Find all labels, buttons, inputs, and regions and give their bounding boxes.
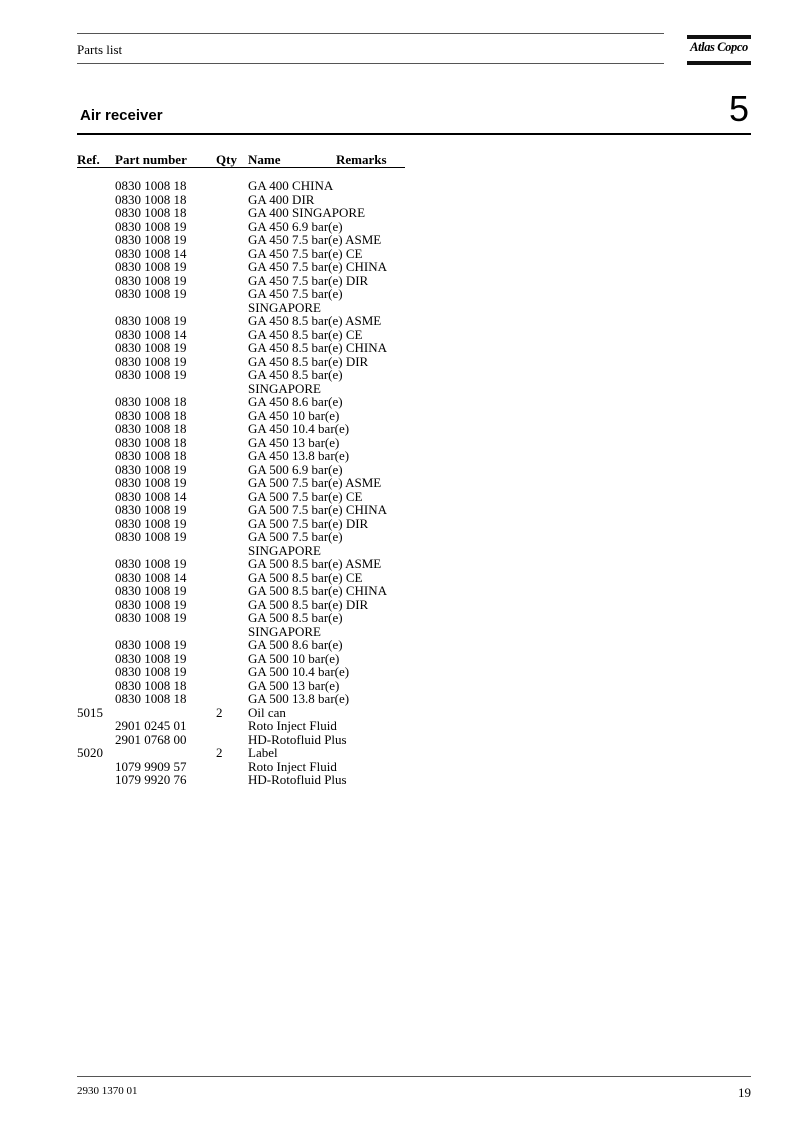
header-rule-top [77,33,664,34]
name-cell: GA 400 CHINA [248,178,334,193]
column-header-name: Name [248,152,281,167]
part-number-cell: 0830 1008 19 [115,367,187,382]
part-number-cell: 0830 1008 18 [115,178,187,193]
name-cell: GA 500 7.5 bar(e) CHINA [248,502,388,517]
name-cell: GA 450 10.4 bar(e) [248,421,350,436]
name-cell: HD-Rotofluid Plus [248,731,347,747]
part-number-cell: 0830 1008 18 [115,677,187,693]
name-cell: GA 450 7.5 bar(e) CHINA [248,259,388,274]
name-cell: GA 500 13 bar(e) [248,677,340,693]
part-number-cell: 1079 9920 76 [115,772,187,787]
name-cell: Oil can [248,704,286,720]
part-number-cell: 0830 1008 19 [115,232,187,247]
part-number-cell: 0830 1008 14 [115,488,187,504]
logo-bar-bottom [687,61,751,65]
name-cell: GA 450 6.9 bar(e) [248,218,343,234]
part-number-cell: 0830 1008 19 [115,353,187,369]
name-cell: GA 450 7.5 bar(e) DIR [248,272,369,288]
footer-doc-number: 2930 1370 01 [77,1085,138,1097]
part-number-cell: 2901 0245 01 [115,718,187,733]
table-header-rule [77,167,405,168]
qty-cell: 2 [216,745,223,760]
name-cell: GA 450 8.5 bar(e) DIR [248,353,369,369]
name-cell: GA 450 7.5 bar(e) SINGAPORE [248,286,343,315]
qty-cell: 2 [216,704,223,720]
name-cell: GA 450 13 bar(e) [248,434,340,450]
name-cell: GA 500 7.5 bar(e) SINGAPORE [248,529,343,558]
ref-cell: 5015 [77,704,103,720]
part-number-cell: 0830 1008 19 [115,218,187,234]
footer-rule [77,1076,751,1077]
part-number-cell: 0830 1008 19 [115,637,187,652]
part-number-cell: 0830 1008 18 [115,691,187,706]
name-cell: GA 500 8.5 bar(e) ASME [248,556,382,571]
name-cell: GA 450 7.5 bar(e) ASME [248,232,382,247]
part-number-cell: 0830 1008 19 [115,286,187,301]
name-cell: GA 500 7.5 bar(e) DIR [248,515,369,531]
section-number: 5 [729,88,750,129]
name-cell: GA 500 8.5 bar(e) SINGAPORE [248,610,343,639]
part-number-cell: 0830 1008 19 [115,583,187,598]
name-cell: GA 500 6.9 bar(e) [248,461,343,477]
name-cell: GA 500 8.5 bar(e) DIR [248,596,369,612]
name-cell: GA 450 7.5 bar(e) CE [248,245,363,261]
name-cell: GA 500 7.5 bar(e) CE [248,488,363,504]
part-number-cell: 0830 1008 19 [115,664,187,679]
part-number-cell: 0830 1008 18 [115,434,187,450]
name-cell: GA 500 7.5 bar(e) ASME [248,475,382,490]
part-number-cell: 0830 1008 19 [115,502,187,517]
name-cell: GA 500 13.8 bar(e) [248,691,350,706]
name-cell: GA 450 8.5 bar(e) CHINA [248,340,388,355]
name-cell: GA 450 8.5 bar(e) CE [248,326,363,342]
name-cell: GA 450 8.5 bar(e) SINGAPORE [248,367,343,396]
column-header-qty: Qty [216,152,237,167]
name-cell: GA 500 8.6 bar(e) [248,637,343,652]
part-number-cell: 0830 1008 19 [115,650,187,666]
name-cell: Label [248,745,278,760]
part-number-cell: 0830 1008 14 [115,569,187,585]
footer-page-number: 19 [738,1085,751,1100]
part-number-cell: 0830 1008 19 [115,461,187,477]
logo-bar-top [687,35,751,39]
name-cell: GA 400 SINGAPORE [248,205,366,220]
part-number-cell: 0830 1008 18 [115,407,187,423]
header-rule-bottom [77,63,664,64]
part-number-cell: 0830 1008 18 [115,205,187,220]
part-number-cell: 0830 1008 19 [115,272,187,288]
column-header-remarks: Remarks [336,152,387,167]
name-cell: GA 450 8.5 bar(e) ASME [248,313,382,328]
part-number-cell: 0830 1008 19 [115,515,187,531]
part-number-cell: 0830 1008 19 [115,556,187,571]
section-rule [77,133,751,135]
section-title: Air receiver [80,107,163,124]
name-cell: GA 450 13.8 bar(e) [248,448,350,463]
atlas-copco-logo [687,35,751,65]
logo-text: Atlas Copco [690,40,748,54]
header-label: Parts list [77,42,123,57]
part-number-cell: 0830 1008 14 [115,326,187,342]
part-number-cell: 0830 1008 19 [115,340,187,355]
name-cell: GA 500 8.5 bar(e) CHINA [248,583,388,598]
part-number-cell: 0830 1008 19 [115,259,187,274]
name-cell: GA 500 8.5 bar(e) CE [248,569,363,585]
part-number-cell: 0830 1008 19 [115,475,187,490]
part-number-cell: 0830 1008 18 [115,191,187,207]
name-cell: GA 450 8.6 bar(e) [248,394,343,409]
column-header-ref: Ref. [77,152,100,167]
name-cell: GA 450 10 bar(e) [248,407,340,423]
part-number-cell: 0830 1008 18 [115,421,187,436]
part-number-cell: 0830 1008 18 [115,394,187,409]
ref-cell: 5020 [77,745,103,760]
name-cell: Roto Inject Fluid [248,758,337,774]
part-number-cell: 0830 1008 14 [115,245,187,261]
part-number-cell: 0830 1008 19 [115,596,187,612]
part-number-cell: 1079 9909 57 [115,758,187,774]
part-number-cell: 0830 1008 18 [115,448,187,463]
column-header-part-number: Part number [115,152,187,167]
part-number-cell: 0830 1008 19 [115,313,187,328]
name-cell: GA 400 DIR [248,191,315,207]
name-cell: GA 500 10.4 bar(e) [248,664,350,679]
name-cell: GA 500 10 bar(e) [248,650,340,666]
name-cell: Roto Inject Fluid [248,718,337,733]
part-number-cell: 2901 0768 00 [115,731,187,747]
part-number-cell: 0830 1008 19 [115,610,187,625]
part-number-cell: 0830 1008 19 [115,529,187,544]
name-cell: HD-Rotofluid Plus [248,772,347,787]
